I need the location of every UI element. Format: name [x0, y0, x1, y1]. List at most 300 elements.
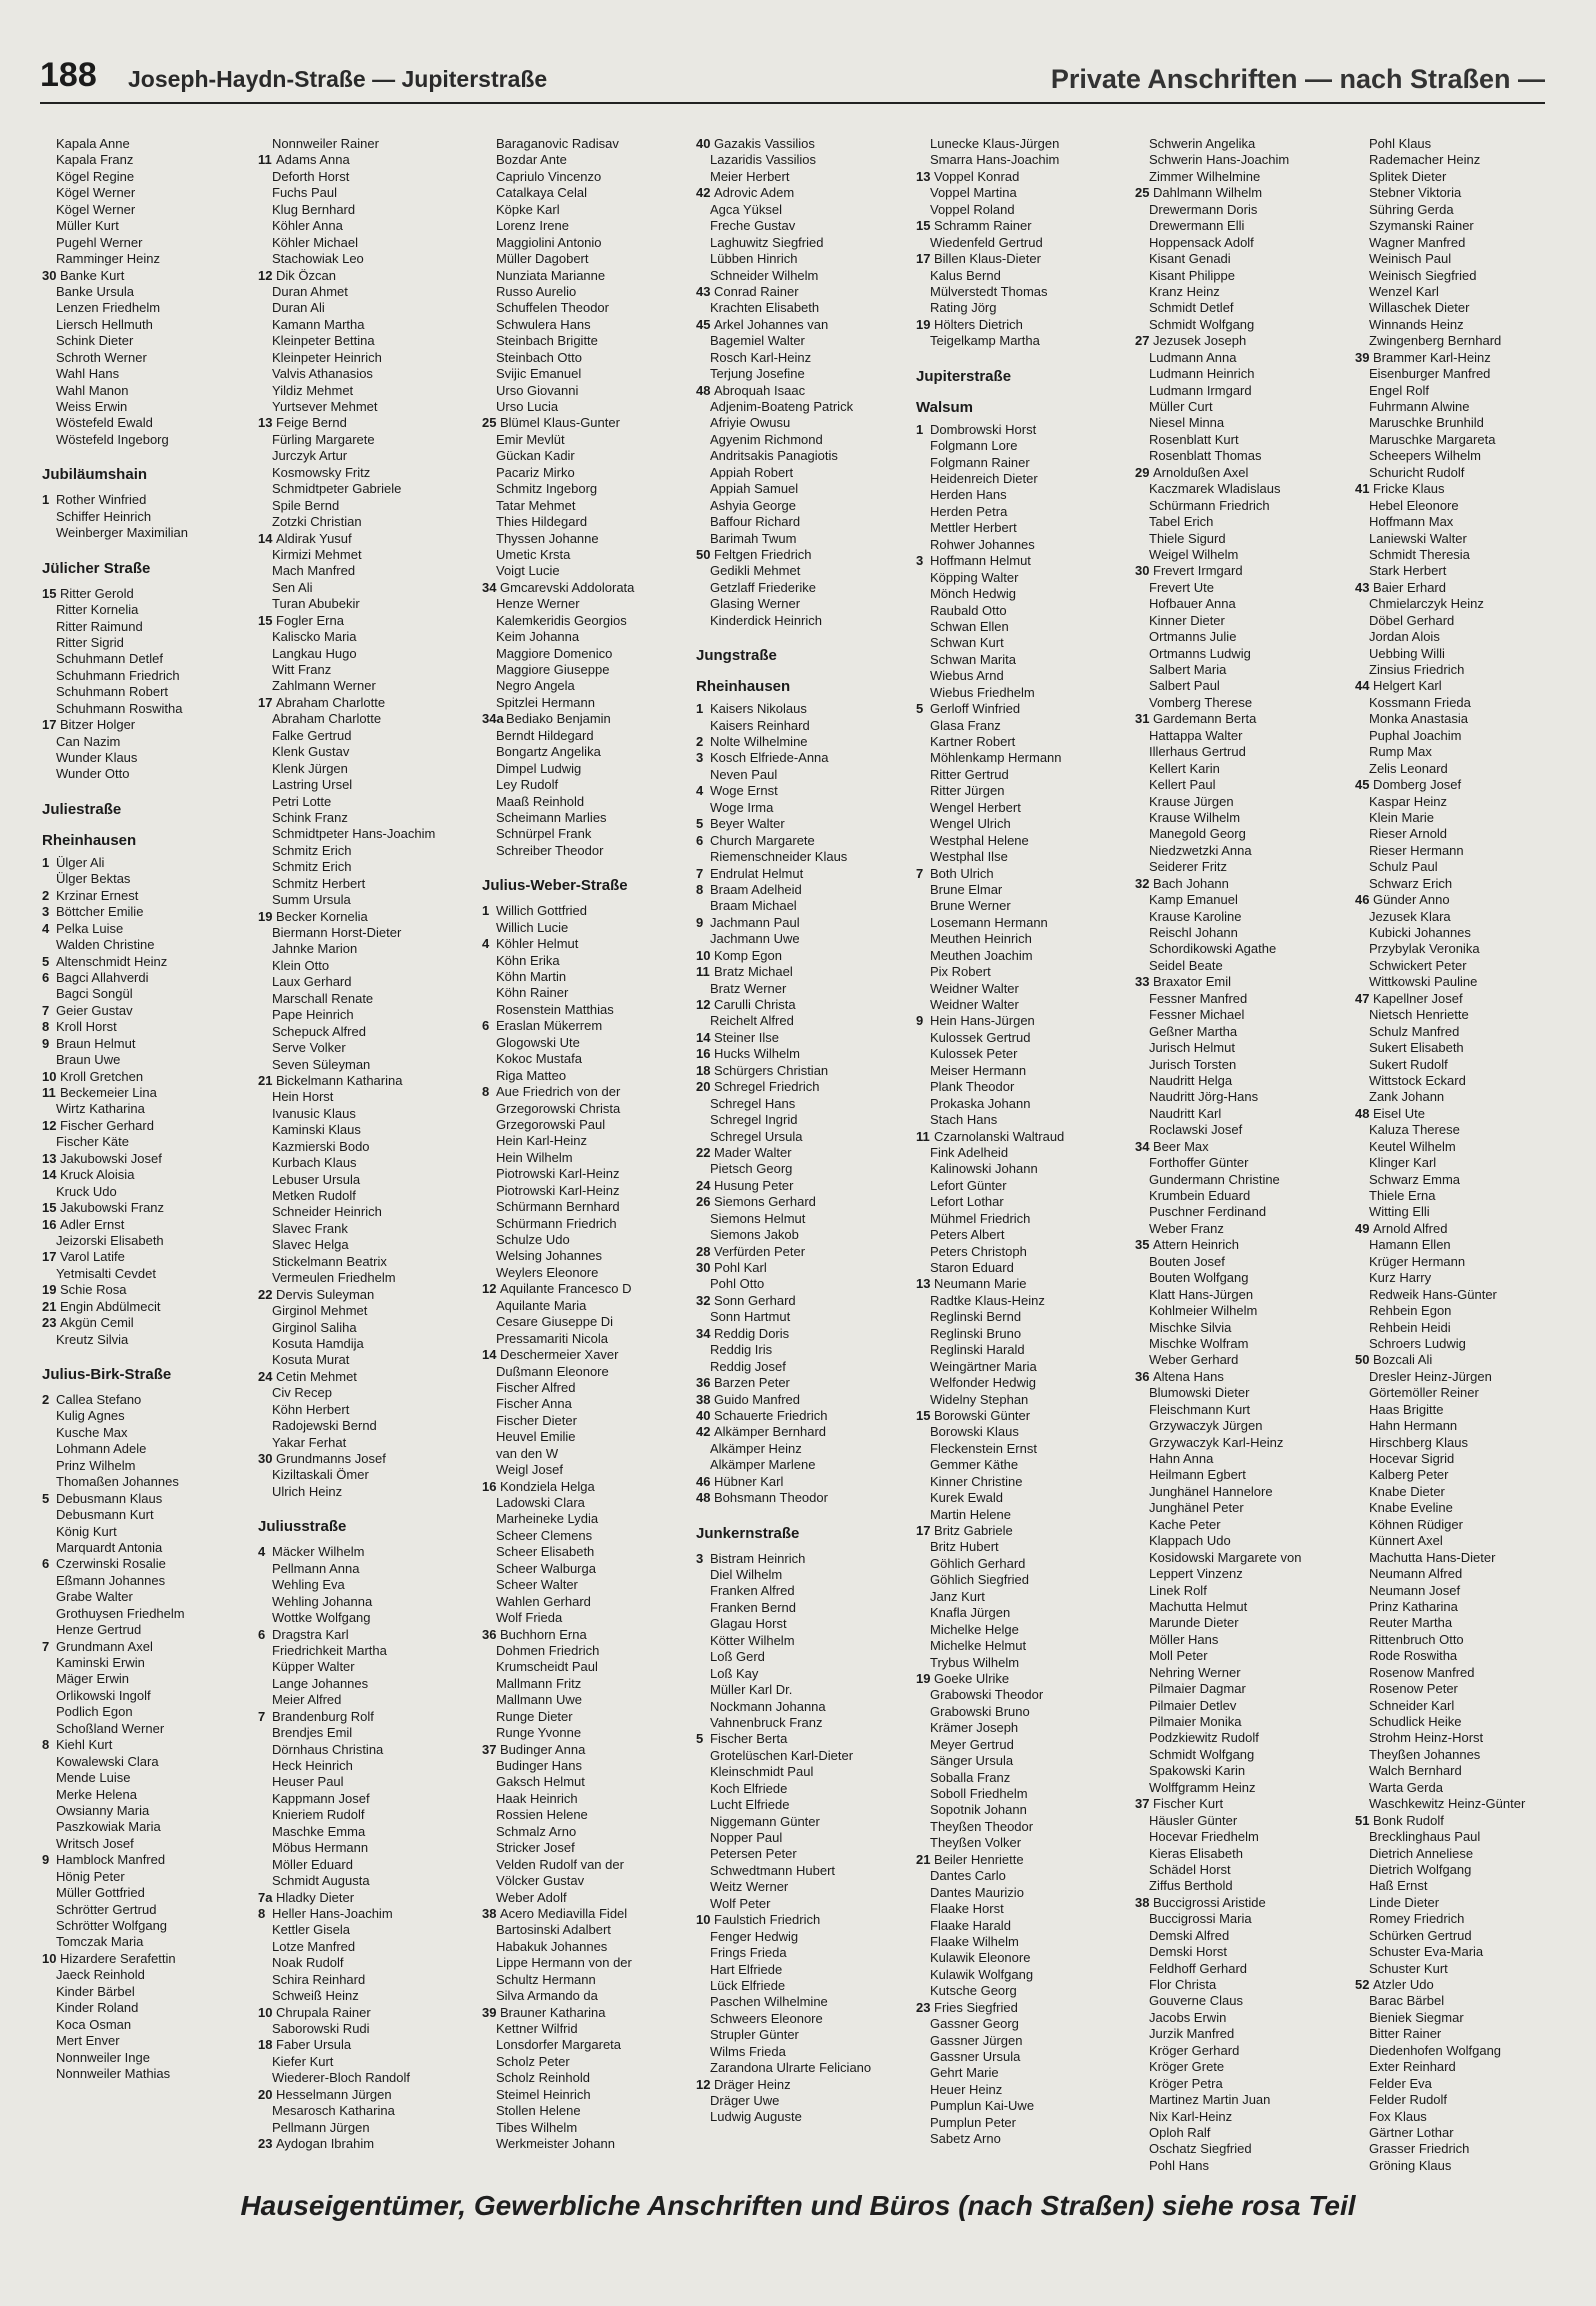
resident-entry: [916, 1161, 1098, 1177]
house-number: 21: [916, 1851, 931, 1867]
resident-name: Jachmann Uwe: [710, 931, 800, 947]
resident-name: Deforth Horst: [272, 168, 350, 184]
resident-name: Summ Ursula: [272, 892, 351, 908]
resident-entry: [1135, 1911, 1317, 1927]
resident-name: Martin Helene: [930, 1506, 1011, 1522]
resident-entry: [696, 1161, 878, 1177]
resident-name: Scheer Walter: [496, 1577, 578, 1593]
house-number: 25: [1135, 185, 1150, 201]
resident-entry: [258, 1544, 440, 1560]
resident-name: Dietrich Wolfgang: [1369, 1861, 1472, 1877]
resident-entry: [696, 152, 878, 168]
resident-entry: [916, 455, 1098, 471]
resident-name: Schmitz Erich: [272, 842, 352, 858]
house-number: 8: [258, 1905, 266, 1921]
resident-entry: [42, 1951, 224, 1967]
resident-entry: [482, 794, 664, 810]
resident-entry: [258, 1237, 440, 1253]
resident-name: Schmidt Theresia: [1369, 546, 1470, 562]
resident-entry: [696, 750, 878, 766]
resident-entry: [1135, 366, 1317, 382]
resident-name: Fischer Käte: [56, 1134, 129, 1150]
resident-entry: [916, 1622, 1098, 1638]
resident-entry: [696, 1260, 878, 1276]
resident-entry: [1135, 1287, 1317, 1303]
resident-name: Chrupala Rainer: [276, 2004, 371, 2020]
resident-name: Klenk Gustav: [272, 744, 350, 760]
resident-name: Sonn Hartmut: [710, 1309, 791, 1325]
resident-name: Kellert Paul: [1149, 777, 1216, 793]
resident-name: Pilmaier Monika: [1149, 1714, 1242, 1729]
resident-entry: [42, 954, 224, 970]
resident-entry: [1355, 1139, 1537, 1155]
resident-name: van den W: [496, 1445, 559, 1461]
resident-name: Hönig Peter: [56, 1868, 125, 1884]
resident-name: Stachowiak Leo: [272, 251, 364, 267]
resident-entry: [696, 1748, 878, 1764]
resident-name: Köhn Erika: [496, 952, 560, 968]
resident-name: Podzkiewitz Rudolf: [1149, 1730, 1259, 1746]
resident-name: Kosuta Hamdija: [272, 1335, 364, 1351]
resident-name: Hoffmann Helmut: [930, 553, 1031, 569]
resident-name: Glasa Franz: [930, 717, 1001, 733]
resident-entry: [1135, 1352, 1317, 1368]
house-number: 4: [696, 783, 704, 799]
resident-name: Weingärtner Maria: [930, 1358, 1037, 1374]
resident-entry: [1135, 1188, 1317, 1204]
resident-entry: [1355, 777, 1537, 793]
resident-entry: [1355, 1352, 1537, 1368]
resident-name: Göhlich Siegfried: [930, 1572, 1029, 1588]
resident-name: Jurzik Manfred: [1149, 2026, 1235, 2042]
resident-name: Grabowski Theodor: [930, 1687, 1044, 1703]
house-number: 5: [696, 1731, 704, 1747]
resident-entry: [42, 333, 224, 349]
resident-name: Willich Gottfried: [496, 903, 588, 919]
resident-name: Peters Albert: [930, 1227, 1005, 1243]
resident-entry: [258, 432, 440, 448]
resident-name: Glasing Werner: [710, 596, 801, 612]
resident-name: Lippe Hermann von der: [496, 1955, 632, 1971]
resident-name: Voppel Martina: [930, 185, 1017, 201]
resident-name: Dimpel Ludwig: [496, 760, 582, 776]
resident-entry: [696, 366, 878, 382]
resident-entry: [258, 152, 440, 168]
directory-column-6: [1135, 136, 1317, 2174]
resident-name: Goeke Ulrike: [934, 1670, 1010, 1686]
resident-entry: [696, 2044, 878, 2060]
resident-entry: [482, 1692, 664, 1708]
resident-name: Klein Marie: [1369, 809, 1435, 825]
resident-name: Wöstefeld Ingeborg: [56, 431, 169, 447]
resident-name: Jakubowski Josef: [60, 1150, 162, 1166]
resident-name: Barac Bärbel: [1369, 1993, 1445, 2009]
resident-entry: [916, 1276, 1098, 1292]
resident-entry: [42, 1036, 224, 1052]
resident-entry: [696, 1145, 878, 1161]
house-number: 18: [696, 1062, 711, 1078]
resident-name: Church Margarete: [710, 832, 815, 848]
resident-entry: [916, 1375, 1098, 1391]
resident-name: Kache Peter: [1149, 1516, 1221, 1532]
resident-entry: [258, 1725, 440, 1741]
resident-entry: [258, 169, 440, 185]
resident-name: Kirmizi Mehmet: [272, 546, 362, 562]
resident-name: Prokaska Johann: [930, 1095, 1031, 1111]
resident-name: Atzler Udo: [1373, 1977, 1434, 1992]
resident-name: Schwan Ellen: [930, 618, 1009, 634]
resident-entry: [1135, 1155, 1317, 1171]
resident-name: Runge Dieter: [496, 1708, 573, 1724]
resident-name: Kosmowsky Fritz: [272, 464, 371, 480]
resident-name: Ivanusic Klaus: [272, 1105, 356, 1121]
resident-name: Baier Erhard: [1373, 579, 1446, 595]
resident-entry: [1135, 1089, 1317, 1105]
resident-entry: [1355, 1451, 1537, 1467]
house-number: 2: [696, 734, 704, 749]
resident-entry: [1135, 1122, 1317, 1138]
resident-entry: [696, 596, 878, 612]
resident-name: Wiederer-Bloch Randolf: [272, 2070, 411, 2086]
resident-name: Beiler Henriette: [934, 1851, 1024, 1867]
resident-name: Lück Elfriede: [710, 1977, 786, 1993]
resident-entry: [482, 629, 664, 645]
resident-entry: [1135, 1665, 1317, 1681]
resident-entry: [1355, 1730, 1537, 1746]
resident-name: Rating Jörg: [930, 300, 997, 316]
resident-entry: [1135, 695, 1317, 711]
resident-entry: [258, 678, 440, 694]
resident-name: Aquilante Maria: [496, 1297, 587, 1313]
resident-name: Gassner Jürgen: [930, 2032, 1023, 2048]
resident-entry: [42, 1967, 224, 1983]
resident-name: Serve Volker: [272, 1040, 346, 1056]
resident-name: Kowalewski Clara: [56, 1753, 159, 1769]
resident-name: Hein Karl-Heinz: [496, 1133, 588, 1149]
resident-entry: [1355, 2043, 1537, 2059]
resident-entry: [1355, 1336, 1537, 1352]
resident-entry: [42, 1737, 224, 1753]
resident-name: Lazaridis Vassilios: [710, 152, 816, 168]
house-number: 17: [42, 1249, 57, 1265]
resident-entry: [1135, 136, 1317, 152]
resident-entry: [482, 1232, 664, 1248]
resident-entry: [916, 2131, 1098, 2147]
resident-entry: [1355, 1862, 1537, 1878]
resident-entry: [1135, 2043, 1317, 2059]
resident-entry: [1135, 1303, 1317, 1319]
resident-entry: [696, 1276, 878, 1292]
resident-name: Görtemöller Reiner: [1369, 1385, 1479, 1401]
resident-entry: [258, 1906, 440, 1922]
resident-entry: [916, 1671, 1098, 1687]
resident-name: Varol Latife: [60, 1249, 125, 1265]
resident-entry: [1355, 1402, 1537, 1418]
resident-entry: [258, 580, 440, 596]
resident-name: Fürling Margarete: [272, 431, 375, 447]
resident-entry: [258, 596, 440, 612]
resident-name: Schwerin Angelika: [1149, 136, 1256, 151]
resident-name: Grzegorowski Paul: [496, 1116, 606, 1132]
house-number: 4: [258, 1544, 266, 1560]
resident-entry: [42, 1217, 224, 1233]
resident-entry: [258, 1873, 440, 1889]
resident-name: Fleischmann Kurt: [1149, 1401, 1251, 1417]
resident-entry: [916, 2049, 1098, 2065]
resident-name: Lohmann Adele: [56, 1441, 147, 1457]
resident-entry: [258, 1451, 440, 1467]
resident-name: Nonnweiler Mathias: [56, 2065, 171, 2081]
resident-entry: [258, 235, 440, 251]
resident-entry: [1355, 1320, 1537, 1336]
resident-entry: [696, 1731, 878, 1747]
resident-name: Köhn Rainer: [496, 985, 569, 1001]
resident-entry: [1355, 2059, 1537, 2075]
resident-name: Nolte Wilhelmine: [710, 734, 808, 749]
resident-name: Warta Gerda: [1369, 1779, 1443, 1795]
resident-entry: [1355, 2158, 1537, 2174]
resident-entry: [482, 1873, 664, 1889]
resident-name: Deschermeier Xaver: [500, 1347, 619, 1363]
resident-name: Fessner Manfred: [1149, 990, 1248, 1006]
resident-entry: [696, 1863, 878, 1879]
resident-entry: [482, 1955, 664, 1971]
resident-entry: [42, 1606, 224, 1622]
resident-entry: [258, 1939, 440, 1955]
resident-entry: [482, 284, 664, 300]
resident-entry: [482, 2103, 664, 2119]
resident-entry: [916, 537, 1098, 553]
resident-name: Kellert Karin: [1149, 760, 1220, 776]
resident-name: Exter Reinhard: [1369, 2059, 1456, 2075]
resident-name: Schira Reinhard: [272, 1971, 366, 1987]
resident-name: Kaspar Heinz: [1369, 793, 1448, 809]
resident-entry: [916, 570, 1098, 586]
resident-name: Gärtner Lothar: [1369, 2124, 1454, 2140]
house-number: 18: [258, 2037, 273, 2053]
resident-entry: [258, 2136, 440, 2152]
resident-entry: [258, 1303, 440, 1319]
resident-name: Abraham Charlotte: [272, 711, 382, 727]
resident-name: Fischer Alfred: [496, 1379, 576, 1395]
resident-name: Budinger Hans: [496, 1758, 582, 1773]
resident-name: Hesselmann Jürgen: [276, 2086, 392, 2102]
resident-name: Junghänel Peter: [1149, 1500, 1244, 1516]
resident-entry: [696, 981, 878, 997]
resident-name: Kulawik Eleonore: [930, 1950, 1031, 1966]
resident-entry: [42, 1540, 224, 1556]
resident-name: Kruck Udo: [56, 1183, 117, 1199]
resident-name: Loß Gerd: [710, 1649, 765, 1665]
resident-entry: [258, 2037, 440, 2053]
house-number: 30: [42, 267, 57, 283]
resident-entry: [258, 1955, 440, 1971]
resident-entry: [1355, 1829, 1537, 1845]
resident-entry: [916, 1950, 1098, 1966]
resident-entry: [1355, 1237, 1537, 1253]
resident-name: Wöstefeld Ewald: [56, 415, 153, 431]
resident-name: Czerwinski Rosalie: [56, 1556, 166, 1572]
resident-entry: [42, 1474, 224, 1490]
resident-name: Borowski Klaus: [930, 1424, 1019, 1440]
resident-entry: [1135, 300, 1317, 316]
directory-column-3: [482, 136, 664, 2153]
resident-entry: [696, 1063, 878, 1079]
house-number: 5: [696, 816, 704, 832]
resident-entry: [1355, 1484, 1537, 1500]
resident-name: Rosenblatt Thomas: [1149, 448, 1262, 464]
resident-entry: [1135, 909, 1317, 925]
resident-entry: [696, 2109, 878, 2125]
house-number: 6: [42, 969, 50, 985]
resident-entry: [258, 2103, 440, 2119]
resident-name: Jezusek Joseph: [1153, 333, 1247, 349]
resident-entry: [42, 1101, 224, 1117]
resident-entry: [696, 1830, 878, 1846]
resident-entry: [696, 1633, 878, 1649]
resident-entry: [482, 777, 664, 793]
resident-name: Mader Walter: [714, 1144, 792, 1160]
resident-entry: [482, 1035, 664, 1051]
resident-entry: [42, 1315, 224, 1331]
resident-entry: [1135, 1270, 1317, 1286]
resident-entry: [482, 1906, 664, 1922]
resident-entry: [916, 1901, 1098, 1917]
resident-entry: [258, 350, 440, 366]
resident-entry: [42, 986, 224, 1002]
resident-entry: [258, 366, 440, 382]
resident-name: Spitzlei Hermann: [496, 694, 595, 710]
resident-name: Dräger Uwe: [710, 2093, 780, 2108]
resident-name: Rosenblatt Kurt: [1149, 431, 1239, 447]
resident-entry: [258, 859, 440, 875]
resident-name: Mülverstedt Thomas: [930, 283, 1048, 299]
resident-entry: [258, 1627, 440, 1643]
resident-name: Feldhoff Gerhard: [1149, 1960, 1248, 1976]
resident-entry: [1135, 1714, 1317, 1730]
resident-entry: [1355, 1895, 1537, 1911]
resident-entry: [258, 1073, 440, 1089]
resident-name: Schmidt Wolfgang: [1149, 316, 1255, 332]
resident-entry: [258, 1840, 440, 1856]
resident-name: Zinsius Friedrich: [1369, 662, 1465, 677]
resident-name: Drewermann Elli: [1149, 218, 1245, 234]
resident-entry: [42, 1507, 224, 1523]
resident-entry: [1135, 1237, 1317, 1253]
resident-name: Bonk Rudolf: [1373, 1812, 1444, 1828]
resident-entry: [696, 1814, 878, 1830]
resident-entry: [482, 1627, 664, 1643]
resident-name: Mischke Wolfram: [1149, 1335, 1249, 1351]
resident-entry: [482, 903, 664, 919]
resident-name: Schwarz Erich: [1369, 875, 1453, 891]
house-number: 40: [696, 1407, 711, 1423]
resident-name: Runge Yvonne: [496, 1725, 582, 1741]
resident-name: Barzen Peter: [714, 1375, 790, 1391]
resident-entry: [696, 2093, 878, 2109]
resident-entry: [1355, 399, 1537, 415]
resident-entry: [1135, 1632, 1317, 1648]
resident-name: Saborowski Rudi: [272, 2021, 370, 2036]
resident-entry: [916, 800, 1098, 816]
resident-name: Orlikowski Ingolf: [56, 1687, 151, 1703]
resident-entry: [1135, 1057, 1317, 1073]
resident-entry: [482, 1117, 664, 1133]
resident-entry: [916, 701, 1098, 717]
resident-name: Engel Rolf: [1369, 382, 1429, 398]
resident-entry: [1355, 744, 1537, 760]
resident-entry: [916, 964, 1098, 980]
resident-name: Kranz Heinz: [1149, 283, 1220, 299]
resident-entry: [482, 1774, 664, 1790]
resident-name: Frings Frieda: [710, 1945, 787, 1961]
resident-entry: [482, 1248, 664, 1264]
resident-entry: [258, 399, 440, 415]
resident-name: Schulze Udo: [496, 1232, 570, 1247]
house-number: 43: [696, 283, 711, 299]
resident-entry: [258, 1824, 440, 1840]
resident-entry: [482, 481, 664, 497]
resident-entry: [696, 1666, 878, 1682]
resident-entry: [42, 1836, 224, 1852]
resident-entry: [42, 1885, 224, 1901]
resident-name: Husung Peter: [714, 1177, 794, 1193]
resident-name: Reglinski Bernd: [930, 1309, 1022, 1325]
resident-entry: [258, 1089, 440, 1105]
resident-name: Spakowski Karin: [1149, 1763, 1246, 1779]
resident-entry: [1355, 728, 1537, 744]
resident-name: Duran Ahmet: [272, 283, 348, 299]
footer-note: Hauseigentümer, Gewerbliche Anschriften und Büros (nach Straßen) siehe rosa Teil: [240, 2190, 1356, 2221]
resident-name: Hart Elfriede: [710, 1961, 783, 1977]
resident-entry: [258, 1254, 440, 1270]
resident-name: Cetin Mehmet: [276, 1368, 357, 1384]
house-number: 1: [482, 903, 490, 919]
resident-entry: [258, 563, 440, 579]
resident-entry: [42, 218, 224, 234]
resident-entry: [482, 1265, 664, 1281]
resident-name: Reichelt Alfred: [710, 1013, 794, 1029]
resident-name: Hizardere Serafettin: [60, 1950, 176, 1966]
resident-name: Dombrowski Horst: [930, 421, 1037, 437]
resident-entry: [1355, 1813, 1537, 1829]
resident-name: Klenk Jürgen: [272, 760, 348, 776]
resident-entry: [916, 152, 1098, 168]
resident-name: Neumann Alfred: [1369, 1566, 1463, 1582]
house-number: 51: [1355, 1812, 1370, 1828]
resident-entry: [258, 1890, 440, 1906]
resident-entry: [482, 2120, 664, 2136]
resident-entry: [42, 937, 224, 953]
resident-name: Schuhmann Detlef: [56, 651, 163, 667]
resident-entry: [1135, 1977, 1317, 1993]
resident-name: Haas Brigitte: [1369, 1401, 1444, 1417]
resident-entry: [696, 997, 878, 1013]
resident-entry: [482, 1824, 664, 1840]
resident-name: Weber Gerhard: [1149, 1352, 1239, 1368]
resident-entry: [1135, 1517, 1317, 1533]
resident-entry: [1355, 136, 1537, 152]
district-heading: Rheinhausen: [42, 831, 137, 849]
resident-entry: [1135, 1813, 1317, 1829]
resident-entry: [916, 948, 1098, 964]
resident-name: Steinbach Brigitte: [496, 333, 598, 349]
resident-name: Siemons Helmut: [710, 1210, 806, 1226]
resident-name: Wittkowski Pauline: [1369, 974, 1478, 990]
resident-name: Fricke Klaus: [1373, 481, 1445, 497]
resident-entry: [258, 777, 440, 793]
house-number: 7: [42, 1002, 50, 1018]
